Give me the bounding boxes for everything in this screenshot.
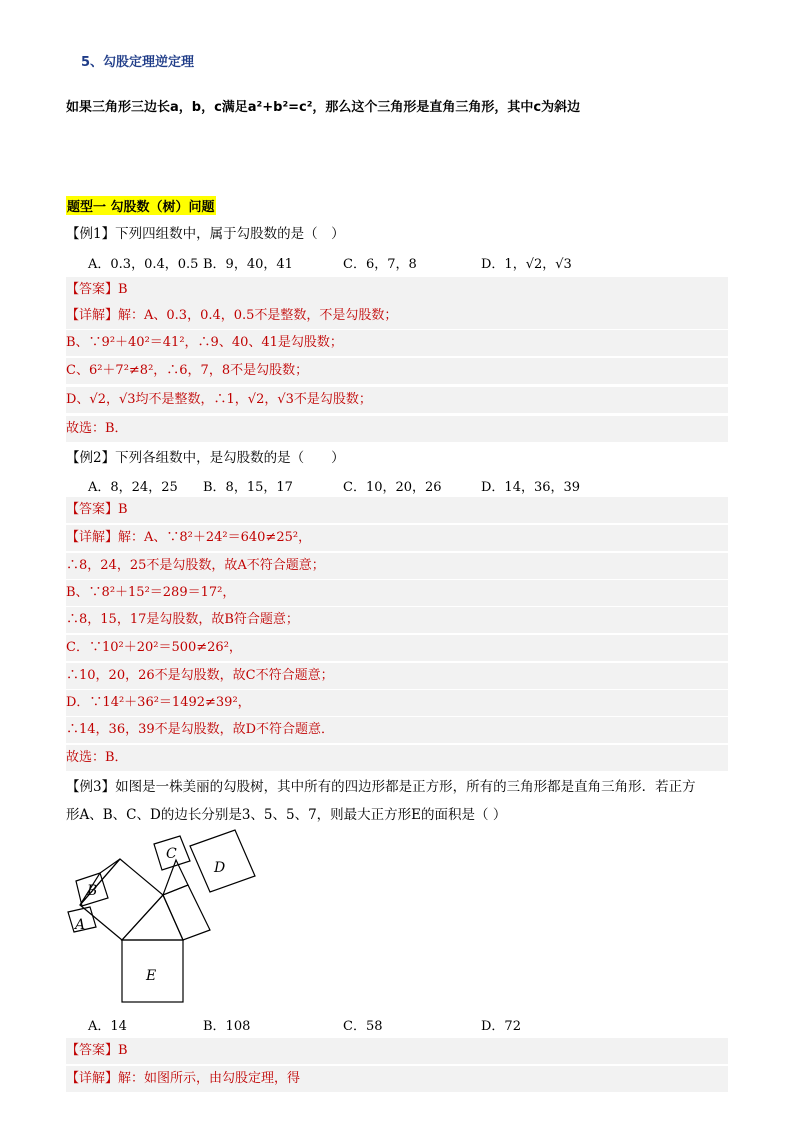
example1-detail-line: 【详解】解：A、0.3，0.4，0.5不是整数，不是勾股数； (66, 303, 728, 329)
section-heading: 5、勾股定理逆定理 (81, 55, 195, 70)
example2-question: 【例2】下列各组数中，是勾股数的是（ ） (66, 450, 345, 466)
example2-detail-line: ∴8，15，17是勾股数，故B符合题意； (66, 607, 728, 633)
pythagoras-tree-figure (60, 828, 270, 1008)
example2-detail-line: ∴14，36，39不是勾股数，故D不符合题意． (66, 717, 728, 743)
theorem-statement: 如果三角形三边长a，b，c满足a²+b²=c²，那么这个三角形是直角三角形，其中c为斜边 (66, 100, 581, 115)
triangle-main (122, 895, 183, 940)
example2-detail-line: 故选：B． (66, 745, 728, 771)
example2-answer: 【答案】B (66, 497, 728, 523)
example2-option-b: B．8，15，17 (203, 480, 293, 495)
example1-option-c: C．6，7，8 (343, 257, 417, 272)
label-e: E (146, 968, 157, 984)
example2-detail-line: 【详解】解：A、∵8²＋24²＝640≠25²， (66, 525, 728, 551)
example1-detail-line: D、√2，√3均不是整数，∴1，√2，√3不是勾股数； (66, 387, 728, 413)
square-right (163, 885, 210, 940)
example3-option-b: B．108 (203, 1019, 251, 1034)
example3-option-a: A．14 (88, 1019, 127, 1034)
example1-answer: 【答案】B (66, 277, 728, 303)
example3-option-d: D．72 (481, 1019, 521, 1034)
example1-option-d: D．1，√2，√3 (481, 257, 572, 272)
example1-detail-line: C、6²＋7²≠8²，∴6，7，8不是勾股数； (66, 358, 728, 384)
label-d: D (214, 860, 226, 876)
triangle-left (80, 859, 120, 905)
example2-detail-line: ∴10，20，26不是勾股数，故C不符合题意； (66, 663, 728, 689)
example3-question-line1: 【例3】如图是一株美丽的勾股树，其中所有的四边形都是正方形，所有的三角形都是直角三角形．若正方 (66, 779, 696, 795)
example1-question: 【例1】下列四组数中，属于勾股数的是（ ） (66, 226, 345, 242)
example1-option-b: B．9，40，41 (203, 257, 293, 272)
example3-question-line2: 形A、B、C、D的边长分别是3、5、5、7，则最大正方形E的面积是（ ） (66, 807, 507, 823)
example1-detail-line: B、∵9²＋40²＝41²，∴9、40、41是勾股数； (66, 330, 728, 356)
label-a: A (75, 917, 86, 933)
example2-option-c: C．10，20，26 (343, 480, 442, 495)
example1-detail-line: 故选：B． (66, 416, 728, 442)
example3-detail-line: 【详解】解：如图所示，由勾股定理，得 (66, 1066, 728, 1092)
example2-detail-line: B、∵8²＋15²＝289＝17²， (66, 580, 728, 606)
example3-answer: 【答案】B (66, 1038, 728, 1064)
example2-option-a: A．8，24，25 (88, 480, 178, 495)
label-b: B (87, 883, 98, 899)
example1-option-a: A．0.3，0.4，0.5 (88, 257, 199, 272)
example2-option-d: D．14，36，39 (481, 480, 581, 495)
example2-detail-line: D．∵14²＋36²＝1492≠39²， (66, 690, 728, 716)
example2-detail-line: ∴8，24，25不是勾股数，故A不符合题意； (66, 553, 728, 579)
example2-detail-line: C．∵10²＋20²＝500≠26²， (66, 635, 728, 661)
example3-option-c: C．58 (343, 1019, 383, 1034)
label-c: C (166, 846, 177, 862)
section-title: 题型一 勾股数（树）问题 (66, 196, 216, 215)
